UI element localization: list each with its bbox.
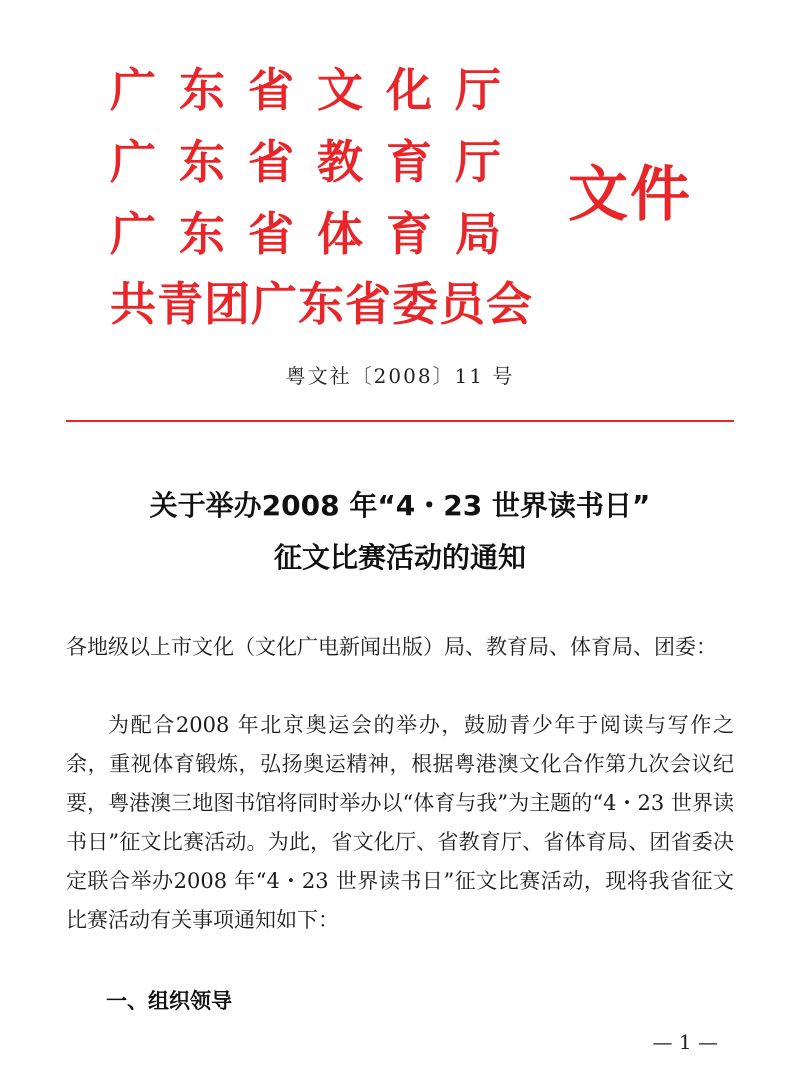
red-divider — [66, 420, 734, 422]
document-word: 文件 — [568, 160, 692, 230]
red-letterhead — [110, 62, 710, 332]
section-heading: 一、组织领导 — [106, 989, 232, 1013]
issuer-sports-bureau: 广东省体育局 — [110, 207, 524, 261]
notice-title-line1: 关于举办2008 年“4・23 世界读书日” — [149, 489, 651, 522]
page-number-row — [0, 1030, 800, 1054]
issuer-culture-dept: 广东省文化厅 — [110, 63, 524, 117]
page-number: — 1 — — [652, 1030, 718, 1054]
notice-title-line2: 征文比赛活动的通知 — [273, 541, 526, 574]
body-paragraph: 为配合2008 年北京奥运会的举办，鼓励青少年于阅读与写作之余，重视体育锻炼，弘扬奥运精神，根据粤港澳文化合作第九次会议纪要，粤港澳三地图书馆将同时举办以“体育与我”为主题的“4・23 世界读书日”征文比赛活动。为此，省文化厅、省教育厅、省体育局、团省委决定联合举办2008 年“4・23 世界读书日”征文比赛活动，现将我省征文比赛活动有关事项通知如下： — [66, 713, 734, 932]
addressee: 各地级以上市文化（文化广电新闻出版）局、教育局、体育局、团委： — [66, 635, 717, 659]
issuer-education-dept: 广东省教育厅 — [110, 135, 524, 189]
document-number: 粤文社〔2008〕11 号 — [285, 364, 515, 388]
issuer-youth-league: 共青团广东省委员会 — [110, 277, 533, 331]
